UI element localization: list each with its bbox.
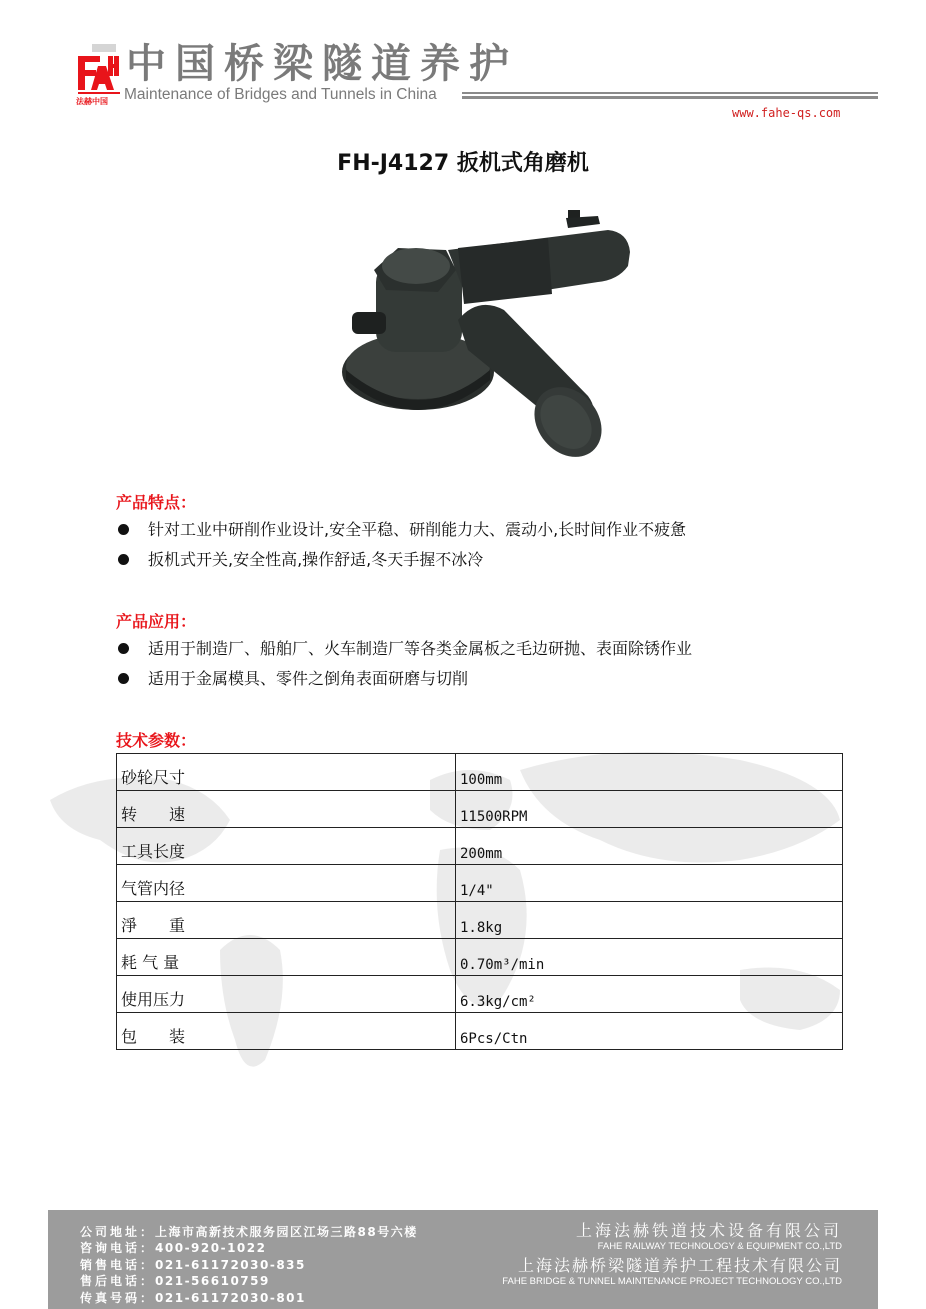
company2-name-en: FAHE BRIDGE & TUNNEL MAINTENANCE PROJECT TECHNOLOGY CO.,LTD <box>502 1276 842 1287</box>
contact-value: 021-56610759 <box>155 1274 270 1289</box>
angle-grinder-image <box>338 200 638 470</box>
table-row <box>117 791 843 828</box>
spec-key: 包 装 <box>117 1013 456 1050</box>
company-names <box>502 1222 842 1288</box>
spec-value: 1/4" <box>456 865 843 902</box>
list-item <box>116 545 686 575</box>
brand-title: 中国桥梁隧道养护 <box>126 41 518 87</box>
bullet-icon <box>118 554 129 565</box>
header-rule <box>462 92 878 100</box>
contact-line <box>80 1257 418 1273</box>
spec-key: 气管内径 <box>117 865 456 902</box>
document-title: FH-J4127 扳机式角磨机 <box>337 151 589 176</box>
spec-value: 200mm <box>456 828 843 865</box>
feature-text: 针对工业中研削作业设计,安全平稳、研削能力大、震动小,长时间作业不疲惫 <box>148 520 687 539</box>
table-row <box>117 976 843 1013</box>
list-item <box>116 664 692 694</box>
page-footer <box>48 1210 878 1309</box>
bullet-icon <box>118 673 129 684</box>
logo-caption: 法赫中国 <box>76 97 108 106</box>
company1-name-en: FAHE RAILWAY TECHNOLOGY & EQUIPMENT CO.,LTD <box>597 1241 842 1252</box>
table-row <box>117 1013 843 1050</box>
contact-label: 公司地址： <box>80 1225 156 1239</box>
spec-value: 11500RPM <box>456 791 843 828</box>
company2-name: 上海法赫桥梁隧道养护工程技术有限公司 <box>517 1256 842 1275</box>
spec-key: 使用压力 <box>117 976 456 1013</box>
brand-subtitle: Maintenance of Bridges and Tunnels in China <box>124 86 437 103</box>
contact-line <box>80 1273 418 1289</box>
contact-value: 400-920-1022 <box>155 1241 267 1256</box>
specs-table <box>116 753 843 1050</box>
specs-heading: 技术参数： <box>116 731 197 750</box>
bullet-icon <box>118 643 129 654</box>
contact-label: 传真号码： <box>80 1290 156 1305</box>
spec-key: 工具长度 <box>117 828 456 865</box>
table-row <box>117 865 843 902</box>
spec-key: 耗 气 量 <box>117 939 456 976</box>
spec-key: 淨 重 <box>117 902 456 939</box>
contact-label: 销售电话： <box>80 1257 156 1272</box>
contact-line <box>80 1240 418 1256</box>
features-heading: 产品特点： <box>116 493 197 512</box>
list-item <box>116 634 692 664</box>
contact-value: 021-61172030-801 <box>155 1290 306 1305</box>
contact-label: 咨询电话： <box>80 1241 156 1256</box>
company1-name: 上海法赫铁道技术设备有限公司 <box>575 1221 842 1240</box>
application-text: 适用于制造厂、船舶厂、火车制造厂等各类金属板之毛边研抛、表面除锈作业 <box>148 639 693 658</box>
company-logo-icon <box>78 44 120 104</box>
applications-heading: 产品应用： <box>116 612 197 631</box>
spec-value: 100mm <box>456 754 843 791</box>
spec-value: 6Pcs/Ctn <box>456 1013 843 1050</box>
applications-list <box>116 634 692 694</box>
spec-key: 砂轮尺寸 <box>117 754 456 791</box>
table-row <box>117 754 843 791</box>
feature-text: 扳机式开关,安全性高,操作舒适,冬天手握不冰冷 <box>148 550 484 569</box>
website-link[interactable]: www.fahe-qs.com <box>732 106 841 120</box>
contact-line <box>80 1224 418 1240</box>
contact-line <box>80 1290 418 1306</box>
spec-value: 1.8kg <box>456 902 843 939</box>
bullet-icon <box>118 524 129 535</box>
table-row <box>117 902 843 939</box>
contact-value: 上海市高新技术服务园区江场三路88号六楼 <box>155 1225 418 1239</box>
contact-block <box>80 1224 418 1306</box>
spec-value: 6.3kg/cm² <box>456 976 843 1013</box>
contact-label: 售后电话： <box>80 1274 156 1289</box>
spec-key: 转 速 <box>117 791 456 828</box>
spec-value: 0.70m³/min <box>456 939 843 976</box>
table-row <box>117 939 843 976</box>
application-text: 适用于金属模具、零件之倒角表面研磨与切削 <box>148 669 469 688</box>
features-list <box>116 515 686 575</box>
list-item <box>116 515 686 545</box>
contact-value: 021-61172030-835 <box>155 1257 306 1272</box>
table-row <box>117 828 843 865</box>
